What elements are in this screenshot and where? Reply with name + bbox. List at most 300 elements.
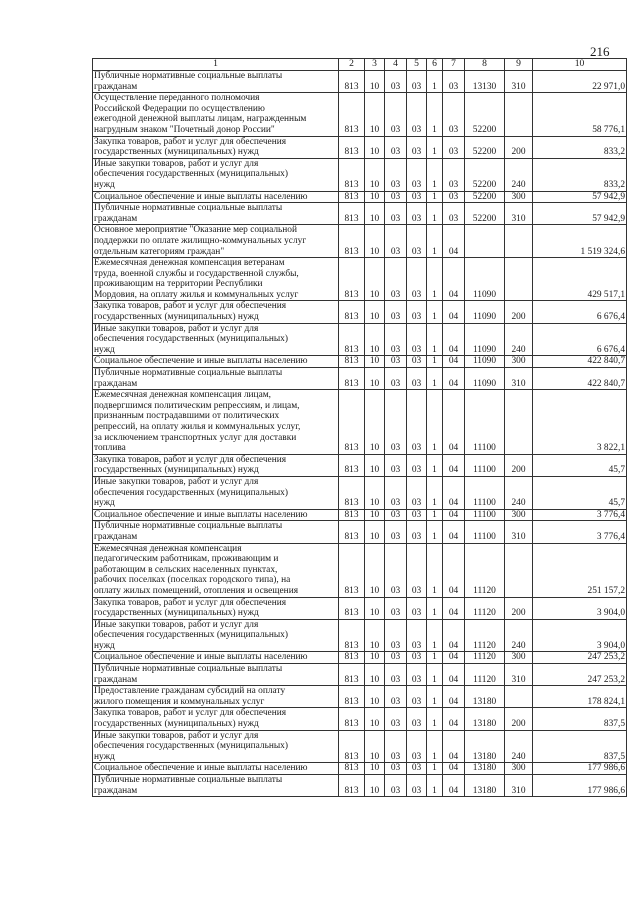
ministry-code: 813 bbox=[339, 652, 365, 664]
subprogram-code: 1 bbox=[427, 203, 443, 225]
subprogram-code: 1 bbox=[427, 763, 443, 775]
row-amount: 178 824,1 bbox=[533, 686, 627, 708]
header-col-4: 4 bbox=[385, 59, 407, 71]
section-code: 10 bbox=[365, 597, 385, 619]
activity-code: 03 bbox=[443, 93, 465, 136]
row-amount: 177 986,6 bbox=[533, 763, 627, 775]
expense-type-code: 310 bbox=[505, 368, 533, 390]
program-code: 03 bbox=[407, 258, 427, 301]
expense-type-code: 240 bbox=[505, 730, 533, 763]
program-code: 03 bbox=[407, 323, 427, 356]
subprogram-code: 1 bbox=[427, 708, 443, 730]
section-code: 10 bbox=[365, 619, 385, 652]
expense-type-code: 300 bbox=[505, 356, 533, 368]
description-line: Иные закупки товаров, работ и услуг для bbox=[94, 619, 259, 630]
subsection-code: 03 bbox=[385, 686, 407, 708]
header-row bbox=[93, 59, 627, 71]
description-line: поддержки по оплате жилищно-коммунальных услуг bbox=[94, 235, 307, 246]
description-line: подвергшимся политическим репрессиям, и лицам, bbox=[94, 400, 300, 411]
program-code: 03 bbox=[407, 158, 427, 191]
table-row bbox=[93, 730, 627, 763]
description-line: Социальное обеспечение и иные выплаты населению bbox=[94, 191, 308, 202]
ministry-code: 813 bbox=[339, 225, 365, 258]
direction-code: 13180 bbox=[465, 775, 505, 797]
row-description bbox=[93, 71, 339, 93]
subprogram-code: 1 bbox=[427, 664, 443, 686]
table-row bbox=[93, 521, 627, 543]
subsection-code: 03 bbox=[385, 203, 407, 225]
activity-code: 04 bbox=[443, 597, 465, 619]
section-code: 10 bbox=[365, 225, 385, 258]
description-line: Иные закупки товаров, работ и услуг для bbox=[94, 730, 259, 741]
row-description bbox=[93, 763, 339, 775]
direction-code: 11100 bbox=[465, 509, 505, 521]
direction-code bbox=[465, 225, 505, 258]
ministry-code: 813 bbox=[339, 775, 365, 797]
description-line: Закупка товаров, работ и услуг для обеспечения bbox=[94, 708, 287, 719]
row-amount: 57 942,9 bbox=[533, 203, 627, 225]
section-code: 10 bbox=[365, 664, 385, 686]
direction-code: 11090 bbox=[465, 301, 505, 323]
table-body bbox=[93, 71, 627, 797]
program-code: 03 bbox=[407, 191, 427, 203]
expense-type-code: 310 bbox=[505, 71, 533, 93]
table-row bbox=[93, 390, 627, 455]
subprogram-code: 1 bbox=[427, 225, 443, 258]
section-code: 10 bbox=[365, 301, 385, 323]
ministry-code: 813 bbox=[339, 619, 365, 652]
section-code: 10 bbox=[365, 203, 385, 225]
expense-type-code: 200 bbox=[505, 301, 533, 323]
table-row bbox=[93, 509, 627, 521]
table-row bbox=[93, 543, 627, 597]
subsection-code: 03 bbox=[385, 664, 407, 686]
subprogram-code: 1 bbox=[427, 356, 443, 368]
description-line: нагрудным знаком "Почетный донор России" bbox=[94, 124, 275, 135]
description-line: Публичные нормативные социальные выплаты bbox=[94, 203, 283, 214]
row-description bbox=[93, 476, 339, 509]
description-line: гражданам bbox=[94, 213, 138, 224]
description-line: отдельным категориям граждан" bbox=[94, 246, 225, 257]
activity-code: 04 bbox=[443, 521, 465, 543]
section-code: 10 bbox=[365, 356, 385, 368]
description-line: нужд bbox=[94, 498, 115, 509]
description-line: Публичные нормативные социальные выплаты bbox=[94, 664, 283, 675]
activity-code: 04 bbox=[443, 301, 465, 323]
subsection-code: 03 bbox=[385, 597, 407, 619]
section-code: 10 bbox=[365, 71, 385, 93]
program-code: 03 bbox=[407, 356, 427, 368]
section-code: 10 bbox=[365, 543, 385, 597]
ministry-code: 813 bbox=[339, 476, 365, 509]
direction-code: 11120 bbox=[465, 619, 505, 652]
description-line: гражданам bbox=[94, 785, 138, 796]
program-code: 03 bbox=[407, 509, 427, 521]
header-col-5: 5 bbox=[407, 59, 427, 71]
description-line: топлива bbox=[94, 443, 126, 454]
subsection-code: 03 bbox=[385, 763, 407, 775]
description-line: обеспечения государственных (муниципальных) bbox=[94, 741, 288, 752]
description-line: государственных (муниципальных) нужд bbox=[94, 312, 259, 323]
row-description bbox=[93, 597, 339, 619]
direction-code: 52200 bbox=[465, 158, 505, 191]
subprogram-code: 1 bbox=[427, 476, 443, 509]
ministry-code: 813 bbox=[339, 543, 365, 597]
subsection-code: 03 bbox=[385, 509, 407, 521]
subprogram-code: 1 bbox=[427, 543, 443, 597]
direction-code: 11120 bbox=[465, 652, 505, 664]
expense-type-code bbox=[505, 543, 533, 597]
activity-code: 04 bbox=[443, 476, 465, 509]
row-amount: 247 253,2 bbox=[533, 652, 627, 664]
row-amount: 3 822,1 bbox=[533, 390, 627, 455]
table-row bbox=[93, 203, 627, 225]
expense-type-code bbox=[505, 225, 533, 258]
direction-code: 11120 bbox=[465, 543, 505, 597]
direction-code: 11100 bbox=[465, 390, 505, 455]
description-line: за исключением транспортных услуг для доставки bbox=[94, 432, 297, 443]
ministry-code: 813 bbox=[339, 258, 365, 301]
ministry-code: 813 bbox=[339, 93, 365, 136]
row-description bbox=[93, 652, 339, 664]
table-row bbox=[93, 323, 627, 356]
program-code: 03 bbox=[407, 619, 427, 652]
row-amount: 247 253,2 bbox=[533, 664, 627, 686]
description-line: гражданам bbox=[94, 81, 138, 92]
ministry-code: 813 bbox=[339, 686, 365, 708]
subsection-code: 03 bbox=[385, 730, 407, 763]
expense-type-code: 200 bbox=[505, 597, 533, 619]
activity-code: 04 bbox=[443, 619, 465, 652]
subsection-code: 03 bbox=[385, 158, 407, 191]
description-line: Публичные нормативные социальные выплаты bbox=[94, 368, 283, 379]
description-line: Ежемесячная денежная компенсация лицам, bbox=[94, 390, 272, 401]
subsection-code: 03 bbox=[385, 323, 407, 356]
description-line: государственных (муниципальных) нужд bbox=[94, 608, 259, 619]
ministry-code: 813 bbox=[339, 708, 365, 730]
row-description bbox=[93, 158, 339, 191]
activity-code: 04 bbox=[443, 686, 465, 708]
ministry-code: 813 bbox=[339, 71, 365, 93]
description-line: нужд bbox=[94, 344, 115, 355]
subprogram-code: 1 bbox=[427, 730, 443, 763]
row-description bbox=[93, 543, 339, 597]
subprogram-code: 1 bbox=[427, 368, 443, 390]
row-amount: 177 986,6 bbox=[533, 775, 627, 797]
ministry-code: 813 bbox=[339, 730, 365, 763]
section-code: 10 bbox=[365, 191, 385, 203]
section-code: 10 bbox=[365, 708, 385, 730]
table-row bbox=[93, 225, 627, 258]
section-code: 10 bbox=[365, 323, 385, 356]
program-code: 03 bbox=[407, 368, 427, 390]
row-description bbox=[93, 454, 339, 476]
row-amount: 422 840,7 bbox=[533, 356, 627, 368]
program-code: 03 bbox=[407, 454, 427, 476]
activity-code: 04 bbox=[443, 664, 465, 686]
description-line: обеспечения государственных (муниципальных) bbox=[94, 334, 288, 345]
subprogram-code: 1 bbox=[427, 597, 443, 619]
program-code: 03 bbox=[407, 301, 427, 323]
description-line: Иные закупки товаров, работ и услуг для bbox=[94, 323, 259, 334]
ministry-code: 813 bbox=[339, 390, 365, 455]
section-code: 10 bbox=[365, 476, 385, 509]
row-amount: 833,2 bbox=[533, 158, 627, 191]
subsection-code: 03 bbox=[385, 191, 407, 203]
subprogram-code: 1 bbox=[427, 775, 443, 797]
ministry-code: 813 bbox=[339, 158, 365, 191]
direction-code: 13180 bbox=[465, 708, 505, 730]
section-code: 10 bbox=[365, 652, 385, 664]
row-amount: 422 840,7 bbox=[533, 368, 627, 390]
activity-code: 04 bbox=[443, 258, 465, 301]
program-code: 03 bbox=[407, 763, 427, 775]
section-code: 10 bbox=[365, 390, 385, 455]
subsection-code: 03 bbox=[385, 301, 407, 323]
activity-code: 04 bbox=[443, 225, 465, 258]
ministry-code: 813 bbox=[339, 301, 365, 323]
ministry-code: 813 bbox=[339, 664, 365, 686]
table-row bbox=[93, 301, 627, 323]
ministry-code: 813 bbox=[339, 356, 365, 368]
section-code: 10 bbox=[365, 93, 385, 136]
row-description bbox=[93, 708, 339, 730]
subsection-code: 03 bbox=[385, 368, 407, 390]
table-row bbox=[93, 356, 627, 368]
activity-code: 04 bbox=[443, 356, 465, 368]
direction-code: 13130 bbox=[465, 71, 505, 93]
program-code: 03 bbox=[407, 390, 427, 455]
description-line: репрессий, на оплату жилья и коммунальных услуг, bbox=[94, 422, 301, 432]
section-code: 10 bbox=[365, 521, 385, 543]
activity-code: 03 bbox=[443, 158, 465, 191]
program-code: 03 bbox=[407, 543, 427, 597]
row-description bbox=[93, 619, 339, 652]
header-col-6: 6 bbox=[427, 59, 443, 71]
table-row bbox=[93, 454, 627, 476]
activity-code: 03 bbox=[443, 136, 465, 158]
description-line: Закупка товаров, работ и услуг для обеспечения bbox=[94, 301, 287, 312]
section-code: 10 bbox=[365, 136, 385, 158]
description-line: гражданам bbox=[94, 674, 138, 685]
row-description bbox=[93, 390, 339, 455]
row-amount: 3 904,0 bbox=[533, 597, 627, 619]
description-line: Публичные нормативные социальные выплаты bbox=[94, 71, 283, 81]
table-row bbox=[93, 93, 627, 136]
subsection-code: 03 bbox=[385, 619, 407, 652]
row-amount: 3 904,0 bbox=[533, 619, 627, 652]
expense-type-code: 310 bbox=[505, 664, 533, 686]
description-line: нужд bbox=[94, 640, 115, 651]
expense-type-code bbox=[505, 390, 533, 455]
row-description bbox=[93, 368, 339, 390]
description-line: ежегодной денежной выплаты лицам, награжденным bbox=[94, 114, 307, 125]
ministry-code: 813 bbox=[339, 136, 365, 158]
subsection-code: 03 bbox=[385, 521, 407, 543]
description-line: Социальное обеспечение и иные выплаты населению bbox=[94, 356, 308, 367]
row-description bbox=[93, 93, 339, 136]
header-col-1: 1 bbox=[93, 59, 339, 71]
description-line: нужд bbox=[94, 179, 115, 190]
subsection-code: 03 bbox=[385, 390, 407, 455]
program-code: 03 bbox=[407, 686, 427, 708]
table-row bbox=[93, 619, 627, 652]
row-amount: 22 971,0 bbox=[533, 71, 627, 93]
direction-code: 11120 bbox=[465, 597, 505, 619]
ministry-code: 813 bbox=[339, 763, 365, 775]
subprogram-code: 1 bbox=[427, 652, 443, 664]
description-line: педагогическим работникам, проживающим и bbox=[94, 554, 279, 565]
description-line: признанным пострадавшими от политических bbox=[94, 411, 280, 422]
direction-code: 52200 bbox=[465, 203, 505, 225]
table-header bbox=[93, 59, 627, 71]
header-col-10: 10 bbox=[533, 59, 627, 71]
table-row bbox=[93, 191, 627, 203]
subprogram-code: 1 bbox=[427, 93, 443, 136]
subsection-code: 03 bbox=[385, 708, 407, 730]
program-code: 03 bbox=[407, 476, 427, 509]
row-description bbox=[93, 775, 339, 797]
subprogram-code: 1 bbox=[427, 454, 443, 476]
description-line: Мордовия, на оплату жилья и коммунальных услуг bbox=[94, 289, 299, 300]
description-line: Закупка товаров, работ и услуг для обеспечения bbox=[94, 454, 287, 465]
row-description bbox=[93, 323, 339, 356]
program-code: 03 bbox=[407, 521, 427, 543]
description-line: Предоставление гражданам субсидий на оплату bbox=[94, 686, 286, 697]
subprogram-code: 1 bbox=[427, 71, 443, 93]
ministry-code: 813 bbox=[339, 323, 365, 356]
activity-code: 04 bbox=[443, 368, 465, 390]
table-row bbox=[93, 652, 627, 664]
program-code: 03 bbox=[407, 730, 427, 763]
direction-code: 11090 bbox=[465, 258, 505, 301]
table-row bbox=[93, 136, 627, 158]
subprogram-code: 1 bbox=[427, 521, 443, 543]
description-line: Социальное обеспечение и иные выплаты населению bbox=[94, 652, 308, 663]
activity-code: 03 bbox=[443, 71, 465, 93]
program-code: 03 bbox=[407, 775, 427, 797]
row-description bbox=[93, 301, 339, 323]
description-line: Осуществление переданного полномочия bbox=[94, 93, 260, 104]
description-line: Основное мероприятие "Оказание мер социальной bbox=[94, 225, 298, 236]
description-line: государственных (муниципальных) нужд bbox=[94, 147, 259, 158]
activity-code: 04 bbox=[443, 775, 465, 797]
row-description bbox=[93, 356, 339, 368]
description-line: государственных (муниципальных) нужд bbox=[94, 465, 259, 476]
activity-code: 04 bbox=[443, 652, 465, 664]
subprogram-code: 1 bbox=[427, 191, 443, 203]
expense-type-code: 300 bbox=[505, 763, 533, 775]
activity-code: 04 bbox=[443, 390, 465, 455]
direction-code: 11090 bbox=[465, 356, 505, 368]
table-row bbox=[93, 476, 627, 509]
program-code: 03 bbox=[407, 597, 427, 619]
ministry-code: 813 bbox=[339, 203, 365, 225]
row-amount: 429 517,1 bbox=[533, 258, 627, 301]
description-line: проживающим на территории Республики bbox=[94, 279, 263, 290]
description-line: Ежемесячная денежная компенсация ветеранам bbox=[94, 258, 285, 269]
description-line: Иные закупки товаров, работ и услуг для bbox=[94, 158, 259, 169]
description-line: работающим в сельских населенных пунктах, bbox=[94, 564, 278, 575]
row-description bbox=[93, 664, 339, 686]
expense-type-code: 240 bbox=[505, 323, 533, 356]
expense-type-code: 310 bbox=[505, 775, 533, 797]
description-line: Публичные нормативные социальные выплаты bbox=[94, 521, 283, 532]
direction-code: 11090 bbox=[465, 323, 505, 356]
ministry-code: 813 bbox=[339, 509, 365, 521]
subsection-code: 03 bbox=[385, 454, 407, 476]
expense-type-code: 300 bbox=[505, 509, 533, 521]
activity-code: 04 bbox=[443, 454, 465, 476]
row-amount: 58 776,1 bbox=[533, 93, 627, 136]
expense-type-code: 200 bbox=[505, 454, 533, 476]
description-line: Закупка товаров, работ и услуг для обеспечения bbox=[94, 136, 287, 147]
subsection-code: 03 bbox=[385, 476, 407, 509]
direction-code: 11100 bbox=[465, 521, 505, 543]
subsection-code: 03 bbox=[385, 136, 407, 158]
direction-code: 11090 bbox=[465, 368, 505, 390]
section-code: 10 bbox=[365, 775, 385, 797]
program-code: 03 bbox=[407, 664, 427, 686]
row-amount: 251 157,2 bbox=[533, 543, 627, 597]
row-amount: 833,2 bbox=[533, 136, 627, 158]
direction-code: 13180 bbox=[465, 730, 505, 763]
direction-code: 11100 bbox=[465, 454, 505, 476]
description-line: Социальное обеспечение и иные выплаты населению bbox=[94, 509, 308, 520]
subsection-code: 03 bbox=[385, 652, 407, 664]
description-line: государственных (муниципальных) нужд bbox=[94, 719, 259, 730]
header-col-3: 3 bbox=[365, 59, 385, 71]
description-line: Российской Федерации по осуществлению bbox=[94, 103, 265, 114]
direction-code: 11120 bbox=[465, 664, 505, 686]
section-code: 10 bbox=[365, 730, 385, 763]
description-line: рабочих поселках (поселках городского типа), на bbox=[94, 575, 291, 586]
header-col-9: 9 bbox=[505, 59, 533, 71]
program-code: 03 bbox=[407, 652, 427, 664]
direction-code: 11100 bbox=[465, 476, 505, 509]
row-description bbox=[93, 509, 339, 521]
header-col-7: 7 bbox=[443, 59, 465, 71]
subsection-code: 03 bbox=[385, 71, 407, 93]
activity-code: 04 bbox=[443, 543, 465, 597]
row-description bbox=[93, 686, 339, 708]
activity-code: 04 bbox=[443, 730, 465, 763]
section-code: 10 bbox=[365, 454, 385, 476]
description-line: обеспечения государственных (муниципальных) bbox=[94, 487, 288, 498]
subprogram-code: 1 bbox=[427, 390, 443, 455]
section-code: 10 bbox=[365, 686, 385, 708]
section-code: 10 bbox=[365, 158, 385, 191]
row-description bbox=[93, 203, 339, 225]
direction-code: 52200 bbox=[465, 136, 505, 158]
subsection-code: 03 bbox=[385, 258, 407, 301]
program-code: 03 bbox=[407, 71, 427, 93]
row-description bbox=[93, 225, 339, 258]
expense-type-code: 310 bbox=[505, 521, 533, 543]
table-row bbox=[93, 686, 627, 708]
expense-type-code: 300 bbox=[505, 191, 533, 203]
description-line: Ежемесячная денежная компенсация bbox=[94, 543, 242, 554]
description-line: оплату жилых помещений, отопления и освещения bbox=[94, 585, 299, 596]
expense-type-code: 200 bbox=[505, 136, 533, 158]
table-row bbox=[93, 664, 627, 686]
row-amount: 6 676,4 bbox=[533, 323, 627, 356]
expense-type-code: 240 bbox=[505, 158, 533, 191]
description-line: Публичные нормативные социальные выплаты bbox=[94, 775, 283, 785]
subsection-code: 03 bbox=[385, 543, 407, 597]
section-code: 10 bbox=[365, 509, 385, 521]
activity-code: 04 bbox=[443, 763, 465, 775]
